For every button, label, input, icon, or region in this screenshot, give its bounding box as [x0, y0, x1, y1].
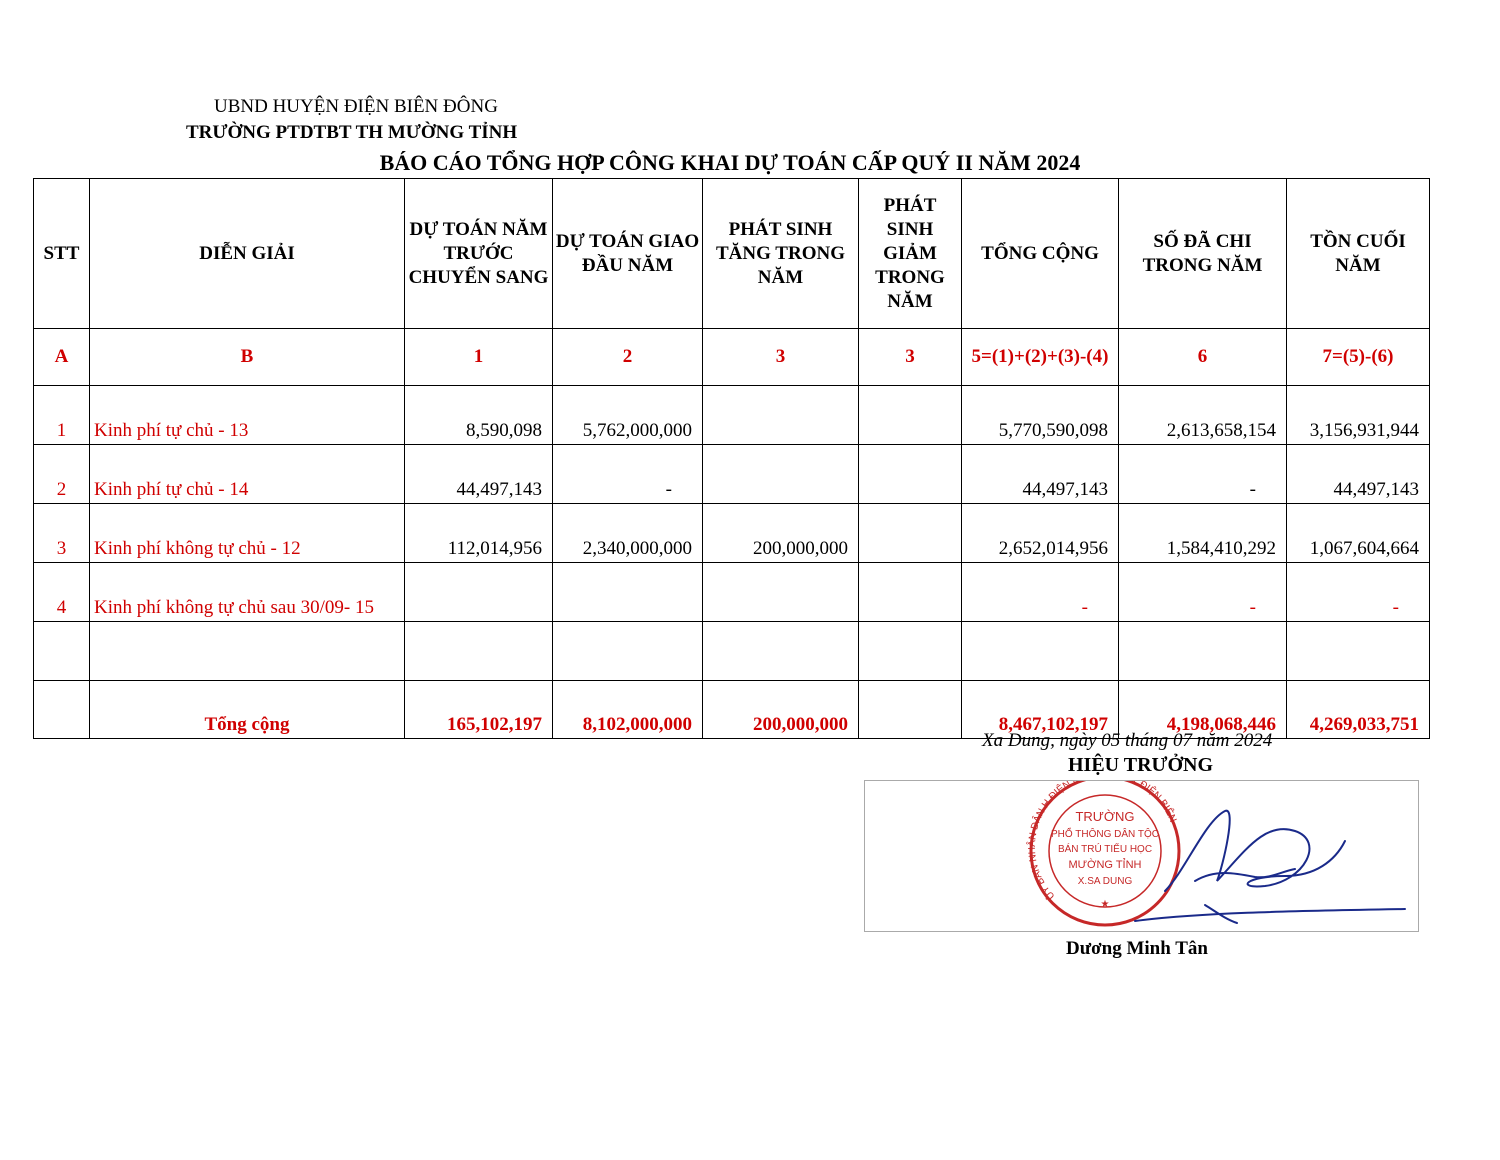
stamp-ring-text: ỦY BAN NHÂN DÂN H ĐIỆN ĐIỆN BIÊN: [1026, 781, 1179, 902]
table-row: [34, 563, 1430, 622]
row-spent: 1,584,410,292: [1119, 504, 1287, 563]
code-cell: 6: [1119, 329, 1287, 386]
table-row: [34, 622, 1430, 681]
row-stt: 2: [34, 445, 90, 504]
row-spent: 2,613,658,154: [1119, 386, 1287, 445]
code-cell: 2: [553, 329, 703, 386]
table-row: [34, 504, 1430, 563]
row-increase: [703, 386, 859, 445]
stamp-inner-text: [1051, 809, 1159, 910]
row-increase: [703, 445, 859, 504]
row-remaining: -: [1287, 563, 1430, 622]
col-header-remaining: TỒN CUỐI NĂM: [1287, 179, 1430, 329]
row-spent: -: [1119, 563, 1287, 622]
row-remaining: 1,067,604,664: [1287, 504, 1430, 563]
column-code-row: [34, 329, 1430, 386]
code-cell: B: [90, 329, 405, 386]
row-prev: [405, 622, 553, 681]
stamp-and-signature: [865, 781, 1418, 931]
col-header-stt: STT: [34, 179, 90, 329]
col-header-prev-year: DỰ TOÁN NĂM TRƯỚC CHUYỂN SANG: [405, 179, 553, 329]
row-total: 2,652,014,956: [962, 504, 1119, 563]
signature-stamp-area: [864, 780, 1419, 932]
row-increase: [703, 622, 859, 681]
report-title: BÁO CÁO TỔNG HỢP CÔNG KHAI DỰ TOÁN CẤP QUÝ II NĂM 2024: [379, 150, 1081, 175]
row-prev: 8,590,098: [405, 386, 553, 445]
row-remaining: 3,156,931,944: [1287, 386, 1430, 445]
col-header-total: TỔNG CỘNG: [962, 179, 1119, 329]
code-cell: 3: [859, 329, 962, 386]
row-initial: [553, 622, 703, 681]
col-header-initial: DỰ TOÁN GIAO ĐẦU NĂM: [553, 179, 703, 329]
stamp-line: TRƯỜNG: [1075, 809, 1135, 824]
total-stt: [34, 681, 90, 739]
row-stt: 4: [34, 563, 90, 622]
row-stt: [34, 622, 90, 681]
row-description: Kinh phí không tự chủ sau 30/09- 15: [90, 563, 405, 622]
row-total: [962, 622, 1119, 681]
row-prev: 112,014,956: [405, 504, 553, 563]
row-prev: 44,497,143: [405, 445, 553, 504]
table-row: [34, 386, 1430, 445]
row-initial: -: [553, 445, 703, 504]
total-decrease: [859, 681, 962, 739]
signer-name: Dương Minh Tân: [1066, 938, 1208, 959]
stamp-line: PHỔ THÔNG DÂN TỘC: [1051, 829, 1159, 840]
row-remaining: [1287, 622, 1430, 681]
row-spent: -: [1119, 445, 1287, 504]
code-cell: 7=(5)-(6): [1287, 329, 1430, 386]
row-decrease: [859, 563, 962, 622]
stamp-line: BÁN TRÚ TIỂU HỌC: [1057, 844, 1153, 855]
row-decrease: [859, 386, 962, 445]
org-line-1: UBND HUYỆN ĐIỆN BIÊN ĐÔNG: [214, 96, 498, 117]
org-line-2: TRƯỜNG PTDTBT TH MƯỜNG TỈNH: [186, 122, 518, 143]
row-stt: 1: [34, 386, 90, 445]
row-increase: [703, 563, 859, 622]
row-increase: 200,000,000: [703, 504, 859, 563]
row-decrease: [859, 445, 962, 504]
row-total: -: [962, 563, 1119, 622]
total-total: 8,467,102,197: [962, 681, 1119, 739]
row-initial: 2,340,000,000: [553, 504, 703, 563]
budget-table: [33, 178, 1430, 739]
row-description: [90, 622, 405, 681]
row-description: Kinh phí tự chủ - 14: [90, 445, 405, 504]
col-header-increase: PHÁT SINH TĂNG TRONG NĂM: [703, 179, 859, 329]
total-spent: 4,198,068,446: [1119, 681, 1287, 739]
code-cell: 1: [405, 329, 553, 386]
col-header-decrease: PHÁT SINH GIẢM TRONG NĂM: [859, 179, 962, 329]
row-stt: 3: [34, 504, 90, 563]
table-header-row: [34, 179, 1430, 329]
row-description: Kinh phí không tự chủ - 12: [90, 504, 405, 563]
signing-date: Xa Dung, ngày 05 tháng 07 năm 2024: [982, 730, 1273, 751]
row-decrease: [859, 504, 962, 563]
col-header-description: DIỄN GIẢI: [90, 179, 405, 329]
total-remaining: 4,269,033,751: [1287, 681, 1430, 739]
row-decrease: [859, 622, 962, 681]
row-total: 5,770,590,098: [962, 386, 1119, 445]
code-cell: A: [34, 329, 90, 386]
row-spent: [1119, 622, 1287, 681]
total-label: Tổng cộng: [90, 681, 405, 739]
signer-role: HIỆU TRƯỞNG: [1068, 754, 1214, 776]
total-initial: 8,102,000,000: [553, 681, 703, 739]
row-remaining: 44,497,143: [1287, 445, 1430, 504]
code-cell: 3: [703, 329, 859, 386]
row-description: Kinh phí tự chủ - 13: [90, 386, 405, 445]
total-prev: 165,102,197: [405, 681, 553, 739]
code-cell: 5=(1)+(2)+(3)-(4): [962, 329, 1119, 386]
table-row: [34, 445, 1430, 504]
row-total: 44,497,143: [962, 445, 1119, 504]
row-initial: 5,762,000,000: [553, 386, 703, 445]
total-increase: 200,000,000: [703, 681, 859, 739]
row-prev: [405, 563, 553, 622]
stamp-line: X.SA DUNG: [1077, 876, 1133, 887]
stamp-star-icon: ★: [1100, 899, 1110, 910]
row-initial: [553, 563, 703, 622]
col-header-spent: SỐ ĐÃ CHI TRONG NĂM: [1119, 179, 1287, 329]
stamp-line: MƯỜNG TỈNH: [1068, 859, 1142, 871]
